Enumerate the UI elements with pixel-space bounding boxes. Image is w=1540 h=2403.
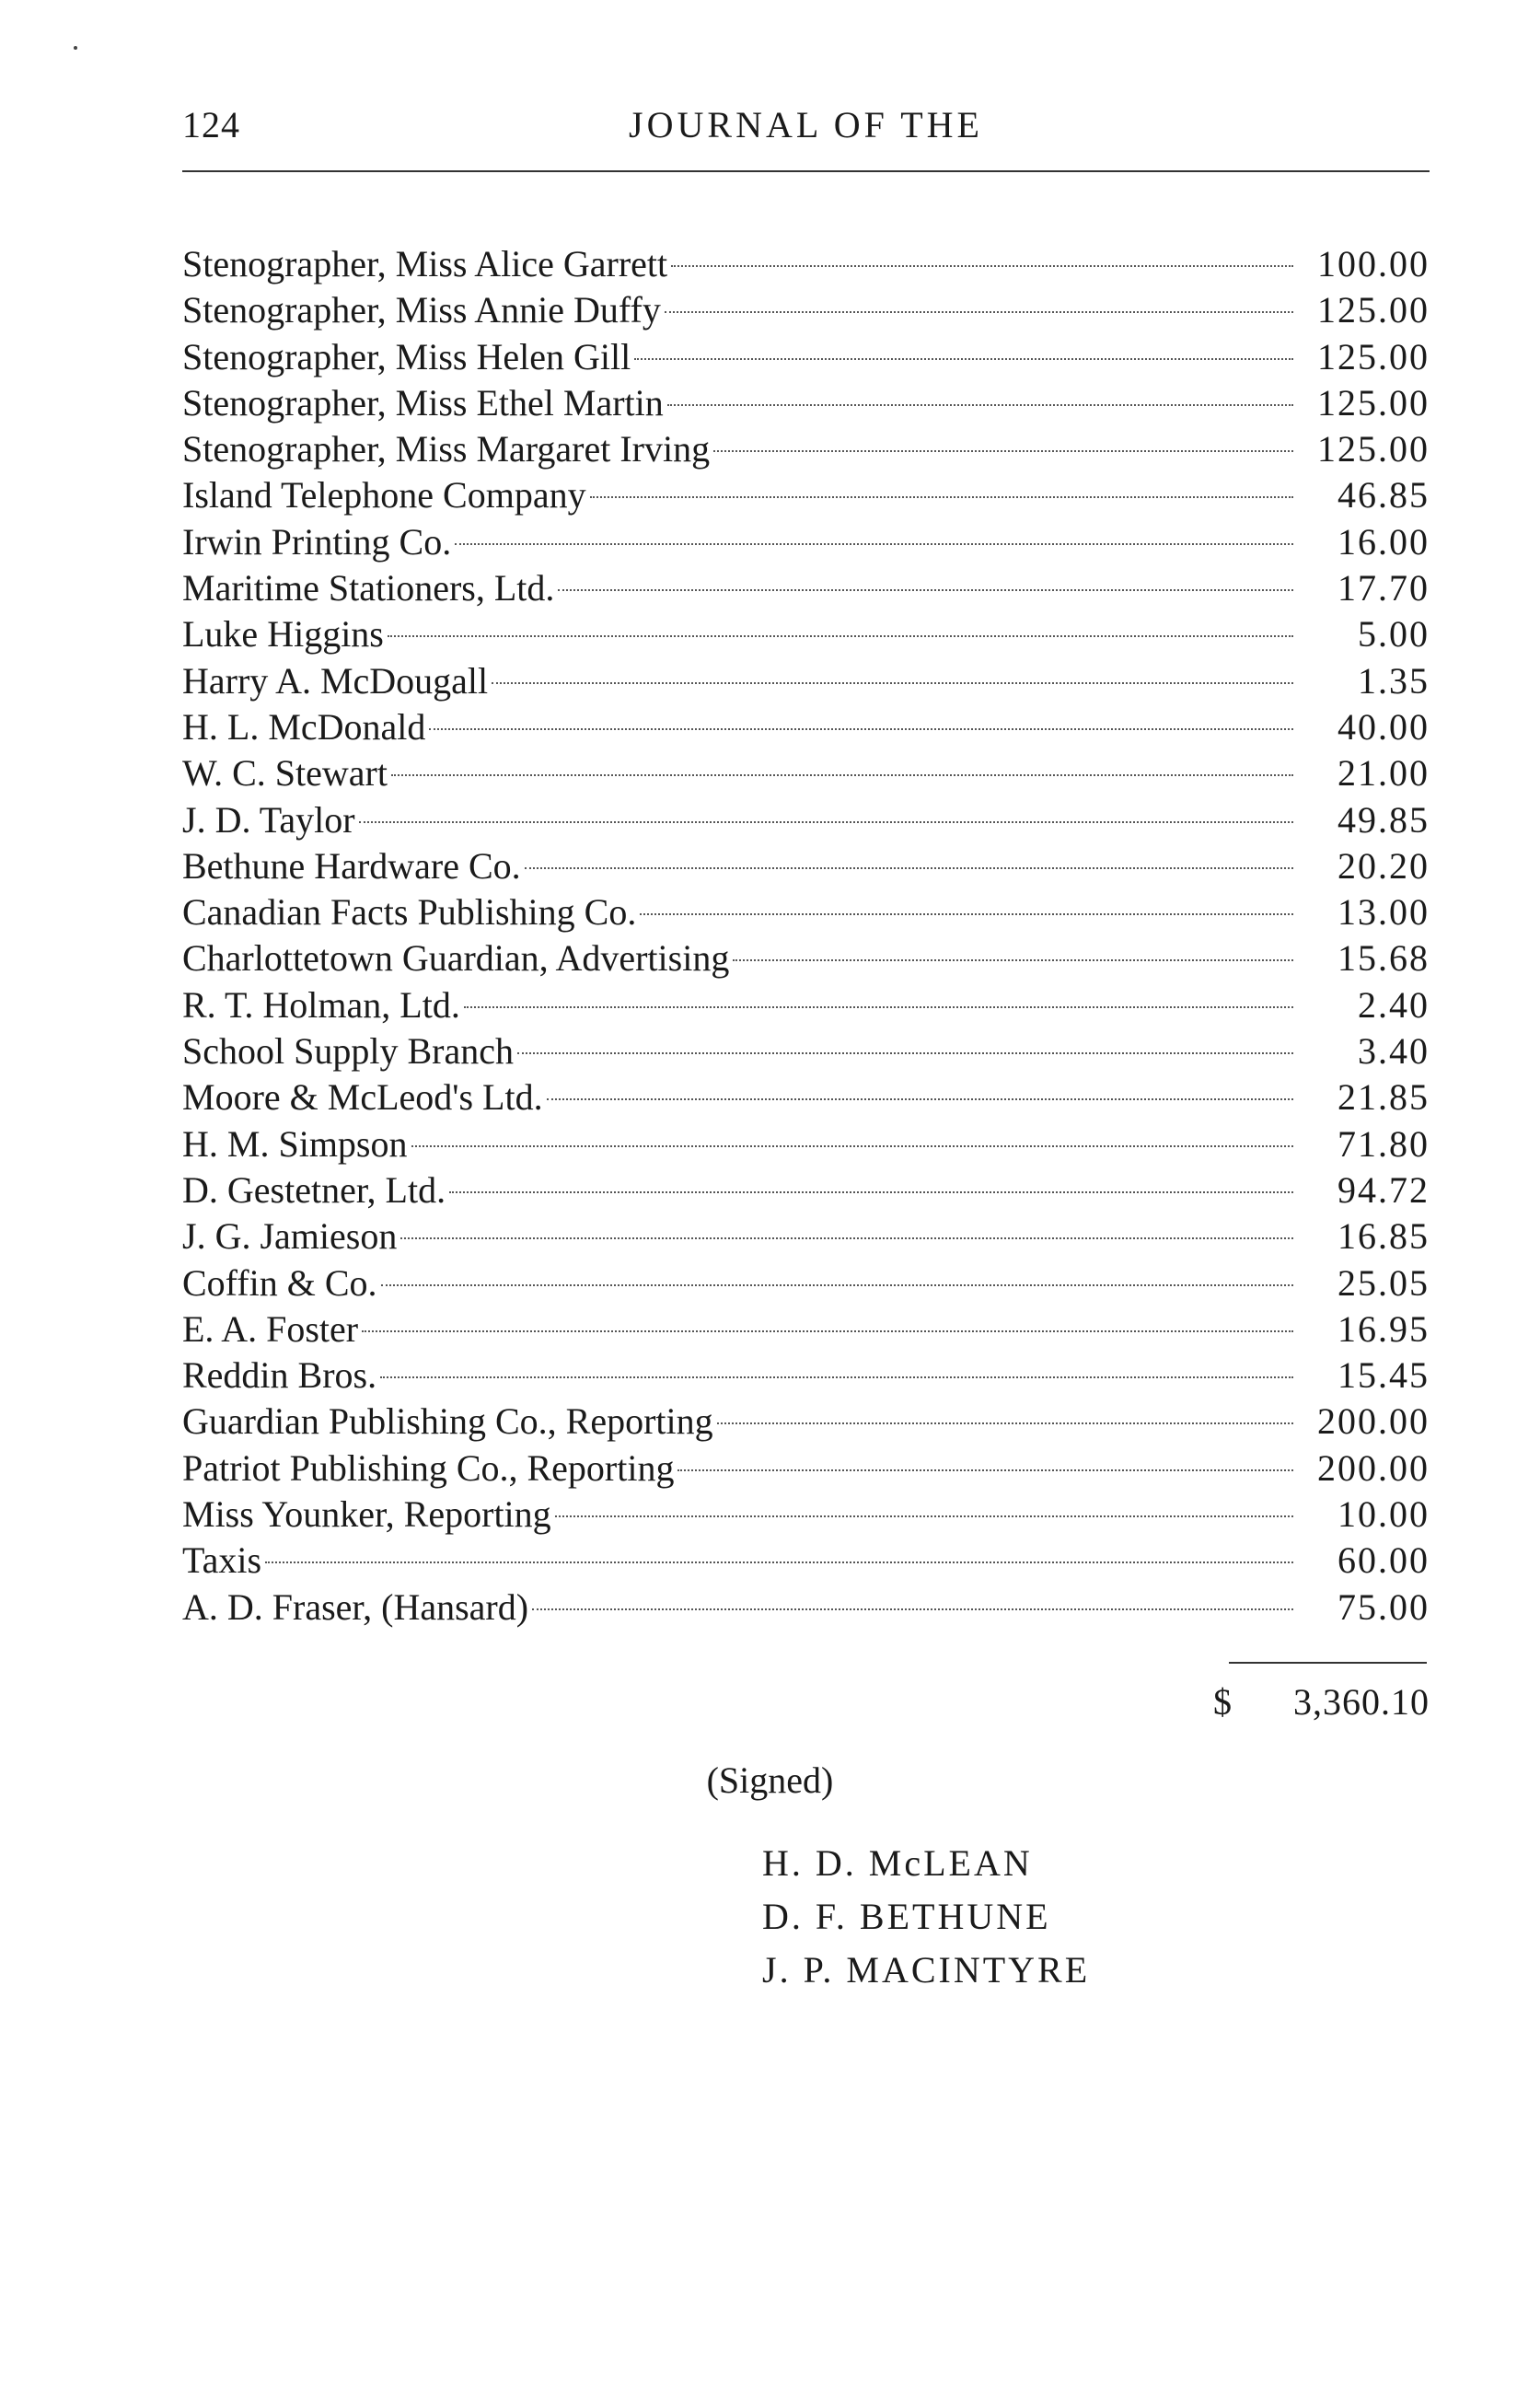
dot-leader (665, 311, 1293, 313)
ledger-row (182, 1352, 1430, 1399)
payee-amount: 17.70 (1337, 567, 1430, 609)
payee-name: Stenographer, Miss Ethel Martin (182, 381, 664, 424)
payee-amount: 125.00 (1317, 428, 1430, 470)
dot-leader (532, 1608, 1293, 1610)
expense-ledger (182, 241, 1430, 1631)
payee-name: Taxis (182, 1539, 262, 1582)
dot-leader (492, 682, 1293, 684)
dot-leader (359, 821, 1293, 823)
dot-leader (547, 1098, 1293, 1100)
payee-name: E. A. Foster (182, 1307, 359, 1350)
payee-name: Maritime Stationers, Ltd. (182, 567, 555, 609)
payee-amount: 10.00 (1337, 1493, 1430, 1536)
header-rule (182, 170, 1430, 172)
payee-amount: 60.00 (1337, 1539, 1430, 1582)
dot-leader (388, 635, 1293, 637)
dot-leader (640, 913, 1293, 915)
payee-name: J. D. Taylor (182, 798, 355, 841)
payee-name: Irwin Printing Co. (182, 520, 452, 563)
payee-amount: 20.20 (1337, 844, 1430, 887)
payee-name: H. M. Simpson (182, 1122, 408, 1165)
payee-amount: 25.05 (1337, 1261, 1430, 1304)
payee-name: D. Gestetner, Ltd. (182, 1168, 446, 1211)
ledger-row (182, 1585, 1430, 1631)
ledger-row (182, 1213, 1430, 1260)
payee-name: Charlottetown Guardian, Advertising (182, 937, 730, 980)
ledger-row (182, 380, 1430, 426)
payee-amount: 16.95 (1337, 1307, 1430, 1350)
dot-leader (391, 774, 1293, 776)
payee-amount: 125.00 (1317, 335, 1430, 377)
payee-amount: 21.85 (1337, 1076, 1430, 1119)
dot-leader (265, 1561, 1293, 1563)
dot-leader (411, 1145, 1294, 1147)
ledger-row (182, 1492, 1430, 1538)
dot-leader (590, 496, 1293, 498)
ledger-row (182, 426, 1430, 472)
page-header (182, 103, 1430, 158)
signatory-name: D. F. BETHUNE (762, 1896, 1051, 1937)
payee-amount: 94.72 (1337, 1168, 1430, 1211)
dot-leader (733, 959, 1293, 961)
ledger-row (182, 1167, 1430, 1213)
payee-amount: 15.68 (1337, 937, 1430, 980)
payee-name: Patriot Publishing Co., Reporting (182, 1446, 675, 1489)
total-amount: 3,360.10 (1293, 1681, 1430, 1723)
ledger-row (182, 982, 1430, 1028)
ledger-row (182, 1074, 1430, 1120)
ledger-row (182, 334, 1430, 380)
ledger-row (182, 1538, 1430, 1584)
payee-name: Coffin & Co. (182, 1261, 377, 1304)
signatory-name: J. P. MACINTYRE (762, 1949, 1091, 1991)
dot-leader (464, 1006, 1293, 1008)
payee-amount: 1.35 (1358, 659, 1430, 702)
ledger-row (182, 1121, 1430, 1167)
payee-name: W. C. Stewart (182, 752, 388, 795)
payee-name: A. D. Fraser, (Hansard) (182, 1585, 529, 1628)
dot-leader (381, 1284, 1293, 1286)
signed-label: (Signed) (706, 1759, 834, 1801)
ledger-row (182, 843, 1430, 889)
payee-amount: 16.00 (1337, 520, 1430, 563)
payee-name: Bethune Hardware Co. (182, 844, 521, 887)
payee-name: Reddin Bros. (182, 1354, 377, 1397)
payee-amount: 15.45 (1337, 1354, 1430, 1397)
payee-amount: 46.85 (1337, 474, 1430, 517)
dot-leader (400, 1237, 1293, 1239)
dot-leader (449, 1191, 1293, 1193)
payee-amount: 2.40 (1358, 983, 1430, 1026)
payee-name: Miss Younker, Reporting (182, 1493, 551, 1536)
ledger-row (182, 565, 1430, 611)
ledger-row (182, 519, 1430, 565)
total-rule (1229, 1662, 1427, 1664)
ledger-row (182, 658, 1430, 704)
payee-name: Moore & McLeod's Ltd. (182, 1076, 543, 1119)
dot-leader (634, 358, 1293, 360)
payee-name: H. L. McDonald (182, 705, 426, 748)
payee-name: Stenographer, Miss Annie Duffy (182, 289, 661, 331)
ledger-row (182, 750, 1430, 796)
payee-amount: 200.00 (1317, 1400, 1430, 1443)
ledger-row (182, 1028, 1430, 1074)
dot-leader (558, 589, 1293, 591)
payee-name: Stenographer, Miss Alice Garrett (182, 243, 668, 284)
payee-name: R. T. Holman, Ltd. (182, 983, 460, 1026)
dot-leader (380, 1376, 1293, 1378)
ledger-row (182, 287, 1430, 333)
running-head: JOURNAL OF THE (629, 104, 983, 145)
payee-amount: 3.40 (1358, 1030, 1430, 1073)
dot-leader (517, 1052, 1293, 1054)
dot-leader (525, 867, 1293, 869)
ledger-row (182, 611, 1430, 657)
dot-leader (362, 1330, 1293, 1332)
total-currency: $ (1213, 1681, 1233, 1723)
payee-name: Stenographer, Miss Helen Gill (182, 335, 631, 377)
payee-amount: 75.00 (1337, 1585, 1430, 1628)
dot-leader (455, 543, 1293, 545)
payee-amount: 16.85 (1337, 1215, 1430, 1258)
dot-leader (717, 1422, 1293, 1424)
payee-name: Island Telephone Company (182, 474, 586, 517)
payee-amount: 21.00 (1337, 752, 1430, 795)
dot-leader (677, 1469, 1293, 1471)
payee-name: Luke Higgins (182, 613, 384, 656)
dot-leader (555, 1515, 1293, 1517)
ledger-row (182, 472, 1430, 518)
ledger-total (1213, 1680, 1430, 1724)
ledger-row (182, 1399, 1430, 1445)
payee-name: School Supply Branch (182, 1030, 514, 1073)
ledger-row (182, 935, 1430, 981)
payee-name: J. G. Jamieson (182, 1215, 398, 1258)
signatory-list (762, 1837, 1090, 1997)
payee-amount: 100.00 (1317, 243, 1430, 284)
dot-leader (671, 265, 1293, 267)
payee-amount: 71.80 (1337, 1122, 1430, 1165)
payee-name: Stenographer, Miss Margaret Irving (182, 428, 711, 470)
payee-name: Canadian Facts Publishing Co. (182, 891, 637, 934)
payee-amount: 200.00 (1317, 1446, 1430, 1489)
payee-amount: 49.85 (1337, 798, 1430, 841)
ledger-row (182, 1260, 1430, 1306)
payee-name: Guardian Publishing Co., Reporting (182, 1400, 713, 1443)
dot-leader (429, 728, 1293, 730)
dot-leader (713, 450, 1293, 452)
ledger-row (182, 1445, 1430, 1492)
print-speck (74, 46, 77, 50)
ledger-row (182, 1306, 1430, 1352)
payee-name: Harry A. McDougall (182, 659, 489, 702)
payee-amount: 13.00 (1337, 891, 1430, 934)
payee-amount: 40.00 (1337, 705, 1430, 748)
ledger-row (182, 797, 1430, 843)
page-number: 124 (182, 104, 240, 145)
dot-leader (667, 404, 1293, 406)
signatory-name: H. D. McLEAN (762, 1842, 1033, 1884)
payee-amount: 5.00 (1358, 613, 1430, 656)
ledger-row (182, 889, 1430, 935)
ledger-row (182, 241, 1430, 287)
payee-amount: 125.00 (1317, 289, 1430, 331)
ledger-row (182, 704, 1430, 750)
payee-amount: 125.00 (1317, 381, 1430, 424)
